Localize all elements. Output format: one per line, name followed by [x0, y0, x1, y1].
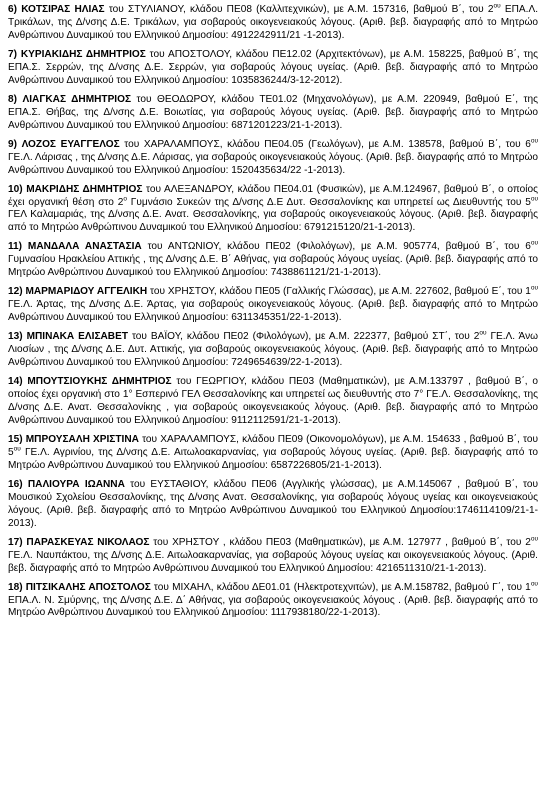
entry-text: 12) ΜΑΡΜΑΡΙΔΟΥ ΑΓΓΕΛΙΚΗ του ΧΡΗΣΤΟΥ, κλάδου ΠΕ05 (Γαλλικής Γλώσσας), με Α.Μ. 227602, βαθμού Ε΄, του $1^{o\upsilon}$ ΓΕ.Λ. Άρτας, της Δ/νσης Δ.Ε. Άρτας, για σοβαρούς οικογενειακούς λόγους. (Αριθ. βεβ. διαγραφής από το Μητρώο Ανθρώπινου Δυναμικού του Ελληνικού Δημοσίου: 6311345351/22-1-2013).: [8, 284, 539, 324]
entry-text: 7) ΚΥΡΙΑΚΙΔΗΣ ΔΗΜΗΤΡΙΟΣ του ΑΠΟΣΤΟΛΟΥ, κλάδου ΠΕ12.02 (Αρχιτεκτόνων), με Α.Μ. 158225, βαθμού Β΄, της ΕΠΑ.Σ. Σερρών, της Δ/νσης Δ.Ε. Σερρών, για σοβαρούς λόγους υγείας. (Αριθ. βεβ. διαγραφής από το Μητρώο Ανθρώπινου Δυναμικού του Ελληνικού Δημοσίου: 1035836244/3-12-2012).: [8, 48, 538, 86]
entry-number: 14): [8, 376, 23, 388]
list-item: [8, 537, 538, 576]
list-item: [8, 479, 538, 531]
list-item: [8, 241, 538, 280]
entry-text: 14) ΜΠΟΥΤΣΙΟΥΚΗΣ ΔΗΜΗΤΡΙΟΣ του ΓΕΩΡΓΙΟΥ, κλάδου ΠΕ03 (Μαθηματικών), με Α.Μ.133797 , βαθμού Β΄, ο οποίος έχει οργανική στο 1° Εσπερινό ΓΕΛ Θεσσαλονίκης και υπηρετεί ως διευθυντής στο 7° ΓΕ.Λ. Θεσσαλονίκης, της Δ/νσης Δ.Ε. Ανατ. Θεσσαλονίκης , για σοβαρούς οικογενειακούς λόγους. (Αριθ. βεβ. διαγραφής από το Μητρώο Ανθρώπινου Δυναμικού του Ελληνικού Δημοσίου: 9112112591/21-1-2013).: [8, 376, 538, 426]
list-item: [8, 434, 538, 473]
entry-number: 7): [8, 48, 17, 60]
entry-number: 9): [8, 138, 17, 150]
entry-name: ΛΟΖΟΣ ΕΥΑΓΓΕΛΟΣ: [21, 138, 120, 150]
entry-number: 12): [8, 286, 23, 298]
entry-number: 8): [8, 93, 17, 105]
entry-name: ΚΟΤΣΙΡΑΣ ΗΛΙΑΣ: [21, 4, 105, 15]
entry-name: ΚΥΡΙΑΚΙΔΗΣ ΔΗΜΗΤΡΙΟΣ: [20, 48, 146, 60]
entry-text: 8) ΛΙΑΓΚΑΣ ΔΗΜΗΤΡΙΟΣ του ΘΕΟΔΩΡΟΥ, κλάδου ΤΕ01.02 (Μηχανολόγων), με Α.Μ. 220949, βαθμού Ε΄, της ΕΠΑ.Σ. Θήβας, της Δ/νσης Δ.Ε. Βοιωτίας, για σοβαρούς λόγους υγείας. (Αριθ. βεβ. διαγραφής από το Μητρώο Ανθρώπινου Δυναμικού του Ελληνικού Δημοσίου: 6871201223/21-1-2013).: [8, 93, 538, 131]
entry-number: 6): [8, 4, 17, 15]
entry-name: ΠΑΛΙΟΥΡΑ ΙΩΑΝΝΑ: [27, 478, 125, 490]
list-item: [8, 184, 538, 236]
entry-name: ΜΠΙΝΑΚΑ ΕΛΙΣΑΒΕΤ: [26, 331, 128, 343]
entry-number: 17): [8, 536, 23, 548]
entry-number: 11): [8, 241, 23, 253]
list-item: [8, 376, 538, 428]
list-item: [8, 94, 538, 133]
list-item: [8, 286, 538, 325]
entry-number: 16): [8, 478, 23, 490]
entry-number: 18): [8, 581, 23, 593]
entry-name: ΠΙΤΣΙΚΑΛΗΣ ΑΠΟΣΤΟΛΟΣ: [25, 581, 151, 593]
list-item: [8, 4, 538, 43]
entry-text: 11) ΜΑΝΔΑΛΑ ΑΝΑΣΤΑΣΙΑ του ΑΝΤΩΝΙΟΥ, κλάδου ΠΕ02 (Φιλολόγων), με Α.Μ. 905774, βαθμού Β΄, του $6^{o\upsilon}$ Γυμνασίου Ηρακλείου Αττικής , της Δ/νσης Δ.Ε. Β΄ Αθήνας, για σοβαρούς λόγους υγείας. (Αριθ. βεβ. διαγραφής από το Μητρώο Ανθρώπινου Δυναμικού του Ελληνικού Δημοσίου: 7438861121/21-1-2013).: [8, 240, 539, 279]
entry-text: 15) ΜΠΡΟΥΣΑΛΗ ΧΡΙΣΤΙΝΑ του ΧΑΡΑΛΑΜΠΟΥΣ, κλάδου ΠΕ09 (Οικονομολόγων), με Α.Μ. 154633 , βαθμού Β΄, του $5^{o\upsilon}$ ΓΕ.Λ. Αγρινίου, της Δ/νσης Δ.Ε. Αιτωλοακαρνανίας, για σοβαρούς λόγους υγείας. (Αριθ. βεβ. διαγραφής από το Μητρώο Ανθρώπινου Δυναμικού του Ελληνικού Δημοσίου: 6587226805/21-1-2013).: [8, 433, 538, 471]
list-item: [8, 49, 538, 88]
entry-name: ΠΑΡΑΣΚΕΥΑΣ ΝΙΚΟΛΑΟΣ: [26, 536, 150, 548]
list-item: [8, 331, 538, 370]
entry-number: 10): [8, 183, 23, 195]
entry-text: 13) ΜΠΙΝΑΚΑ ΕΛΙΣΑΒΕΤ του ΒΑΪΟΥ, κλάδου ΠΕ02 (Φιλολόγων), με Α.Μ. 222377, βαθμού ΣΤ΄, του $2^{o\upsilon}$ ΓΕ.Λ. Άνω Λιοσίων , της Δ/νσης Δ.Ε. Δυτ. Αττικής, για σοβαρούς οικογενειακούς λόγους. (Αριθ. βεβ. διαγραφής από το Μητρώο Ανθρώπινου Δυναμικού του Ελληνικού Δημοσίου: 7249654639/22-1-2013).: [8, 329, 538, 369]
entry-text: 17) ΠΑΡΑΣΚΕΥΑΣ ΝΙΚΟΛΑΟΣ του ΧΡΗΣΤΟΥ , κλάδου ΠΕ03 (Μαθηματικών), με Α.Μ. 127977 , βαθμού Β΄, του $2^{o\upsilon}$ ΓΕ.Λ. Ναυπάκτου, της Δ/νσης Δ.Ε. Αιτωλοακαρνανίας, για σοβαρούς λόγους υγείας και οικογενειακούς λόγους. (Αριθ. βεβ. διαγραφής από το Μητρώο Ανθρώπινου Δυναμικού του Ελληνικού Δημοσίου: 4216511310/21-1-2013).: [8, 535, 538, 574]
entry-text: 18) ΠΙΤΣΙΚΑΛΗΣ ΑΠΟΣΤΟΛΟΣ του ΜΙΧΑΗΛ, κλάδου ΔΕ01.01 (Ηλεκτροτεχνιτών), με Α.Μ.158782, βαθμού Γ΄, του $1^{o\upsilon}$ ΕΠΑ.Λ. Ν. Σμύρνης, της Δ/νσης Δ.Ε. Δ΄ Αθήνας, για σοβαρούς οικογενειακούς λόγους . (Αριθ. βεβ. διαγραφής από το Μητρώο Ανθρώπινου Δυναμικού του Ελληνικού Δημοσίου: 1117938180/22-1-2013).: [8, 580, 538, 619]
entry-text: 10) ΜΑΚΡΙΔΗΣ ΔΗΜΗΤΡΙΟΣ του ΑΛΕΞΑΝΔΡΟΥ, κλάδου ΠΕ04.01 (Φυσικών), με Α.Μ.124967, βαθμού Β΄, ο οποίος έχει οργανική θέση στο $2^o$ Γυμνάσιο Συκεών της Δ/νσης Δ.Ε Δυτ. Θεσσαλονίκης και υπηρετεί ως Διευθυντής του $5^{o\upsilon}$ ΓΕΛ Καλαμαριάς, της Δ/νσης Δ.Ε. Ανατ. Θεσσαλονίκης, για σοβαρούς οικογενειακούς λόγους. (Αριθ. βεβ. διαγραφής από το Μητρώο Ανθρώπινου Δυναμικού του Ελληνικού Δημοσίου: 6791215120/21-1-2013).: [8, 183, 538, 234]
entry-name: ΜΑΝΔΑΛΑ ΑΝΑΣΤΑΣΙΑ: [27, 241, 142, 253]
entry-text: 6) ΚΟΤΣΙΡΑΣ ΗΛΙΑΣ του ΣΤΥΛΙΑΝΟΥ, κλάδου ΠΕ08 (Καλλιτεχνικών), με Α.Μ. 157316, βαθμού Β΄, του $2^{o\upsilon}$ ΕΠΑ.Λ. Τρικάλων, της Δ/νσης Δ.Ε. Τρικάλων, για σοβαρούς οικογενειακούς λόγους. (Αριθ. βεβ. διαγραφής από το Μητρώο Ανθρώπινου Δυναμικού του Ελληνικού Δημοσίου: 4912242911/21 -1-2013).: [8, 2, 538, 41]
entry-name: ΜΠΟΥΤΣΙΟΥΚΗΣ ΔΗΜΗΤΡΙΟΣ: [27, 376, 172, 388]
entry-text: 16) ΠΑΛΙΟΥΡΑ ΙΩΑΝΝΑ του ΕΥΣΤΑΘΙΟΥ, κλάδου ΠΕ06 (Αγγλικής γλώσσας), με Α.Μ.145067 , βαθμού Β΄, του Μουσικού Σχολείου Θεσσαλονίκης, της Δ/νσης Ανατ. Θεσσαλονίκης, για σοβαρούς λόγους υγείας και οικογενειακούς λόγους. (Αριθ. βεβ. διαγραφής από το Μητρώο Ανθρώπινου Δυναμικού του Ελληνικού Δημοσίου:1746114109/21-1-2013).: [8, 478, 538, 529]
entry-number: 15): [8, 433, 23, 445]
list-item: [8, 582, 538, 621]
entry-name: ΜΠΡΟΥΣΑΛΗ ΧΡΙΣΤΙΝΑ: [25, 433, 139, 445]
entry-text: 9) ΛΟΖΟΣ ΕΥΑΓΓΕΛΟΣ του ΧΑΡΑΛΑΜΠΟΥΣ, κλάδου ΠΕ04.05 (Γεωλόγων), με Α.Μ. 138578, βαθμού Β΄, του $6^{o\upsilon}$ ΓΕ.Λ. Λάρισας , της Δ/νσης Δ.Ε. Λάρισας, για σοβαρούς οικογενειακούς λόγους. (Αριθ. βεβ. διαγραφής από το Μητρώο Ανθρώπινου Δυναμικού του Ελληνικού Δημοσίου: 1520435634/22 -1-2013).: [8, 137, 538, 176]
entry-name: ΛΙΑΓΚΑΣ ΔΗΜΗΤΡΙΟΣ: [22, 93, 132, 105]
list-item: [8, 139, 538, 178]
entry-name: ΜΑΚΡΙΔΗΣ ΔΗΜΗΤΡΙΟΣ: [26, 183, 143, 195]
entry-number: 13): [8, 331, 23, 343]
entry-name: ΜΑΡΜΑΡΙΔΟΥ ΑΓΓΕΛΙΚΗ: [25, 286, 148, 298]
